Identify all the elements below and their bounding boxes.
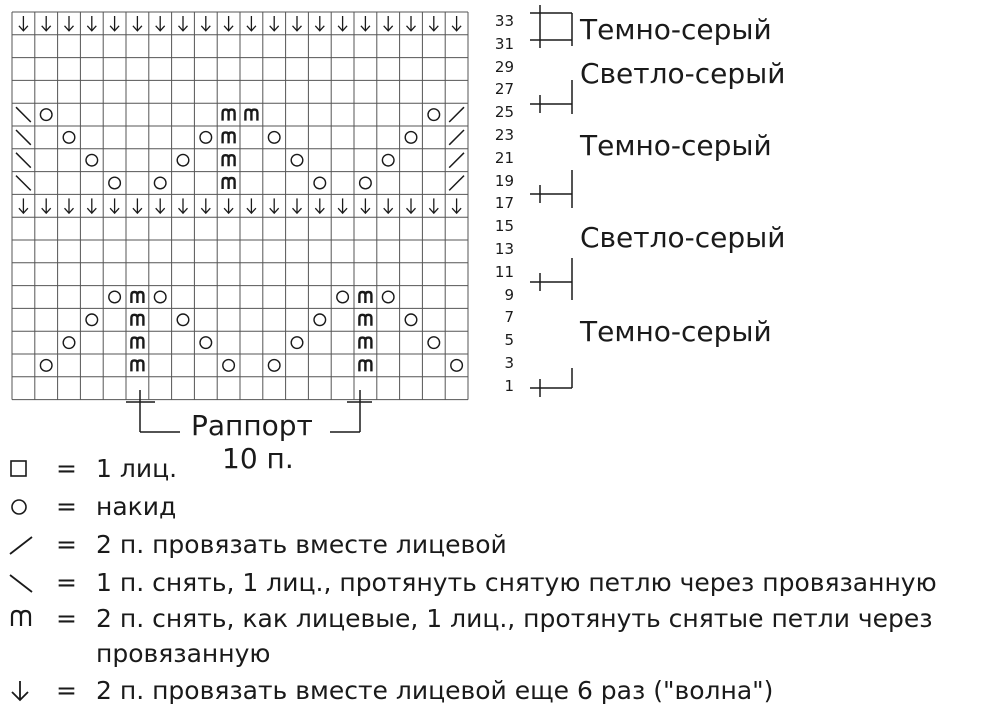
yarn-over-symbol (428, 109, 440, 121)
wave-decrease-symbol (407, 16, 416, 31)
yarn-over-symbol (268, 132, 280, 144)
rapport-count: 10 п. (222, 442, 294, 475)
k2tog-symbol (449, 130, 464, 145)
row-number: 5 (504, 331, 514, 350)
yarn-over-symbol (291, 337, 303, 349)
row-number: 17 (494, 194, 514, 213)
yarn-over-symbol (405, 132, 417, 144)
yarn-over-symbol (200, 132, 212, 144)
yarn-over-symbol (314, 177, 326, 189)
yarn-over-symbol (63, 337, 75, 349)
wave-decrease-symbol (270, 16, 279, 31)
yarn-over-symbol (109, 177, 121, 189)
wave-decrease-symbol (201, 16, 210, 31)
double-decrease-symbol (359, 315, 371, 326)
double-decrease-symbol (359, 292, 371, 303)
wave-decrease-symbol (247, 198, 256, 213)
k2tog-symbol (449, 176, 464, 191)
square-icon (8, 452, 36, 486)
wave-decrease-symbol (65, 198, 74, 213)
wave-decrease-symbol (156, 198, 165, 213)
bracket-marker-17 (530, 170, 572, 208)
wave-decrease-symbol (133, 198, 142, 213)
color-label-light-1: Светло-серый (580, 57, 786, 90)
wave-decrease-symbol (293, 16, 302, 31)
row-number: 31 (494, 34, 514, 53)
wave-decrease-symbol (133, 16, 142, 31)
slash-left-icon (8, 566, 36, 600)
yarn-over-symbol (86, 154, 98, 166)
color-label-dark-3: Темно-серый (580, 315, 772, 348)
wave-decrease-symbol (384, 198, 393, 213)
double-decrease-symbol (223, 132, 235, 143)
legend-equals: = (56, 568, 77, 597)
wave-decrease-symbol (407, 198, 416, 213)
row-number: 23 (494, 126, 514, 144)
row-number: 1 (504, 376, 514, 395)
arrow-down-icon (8, 674, 36, 708)
yarn-over-symbol (86, 314, 98, 326)
circle-icon (8, 490, 36, 524)
legend-text-double-decrease: 2 п. снять, как лицевые, 1 лиц., протянуть снятые петли через (96, 604, 933, 633)
yarn-over-symbol (154, 291, 166, 303)
wave-decrease-symbol (361, 16, 370, 31)
wave-decrease-symbol (87, 16, 96, 31)
wave-decrease-symbol (384, 16, 393, 31)
wave-decrease-symbol (270, 198, 279, 213)
double-decrease-symbol (359, 360, 371, 371)
rapport-bracket-right (330, 390, 372, 432)
row-number: 27 (494, 80, 514, 99)
yarn-over-symbol (428, 337, 440, 349)
wave-decrease-symbol (156, 16, 165, 31)
rapport-label: Раппорт (191, 409, 313, 442)
legend-equals: = (56, 492, 77, 521)
double-decrease-symbol (223, 110, 235, 121)
wave-decrease-symbol (315, 198, 324, 213)
double-decrease-symbol (359, 338, 371, 349)
yarn-over-symbol (154, 177, 166, 189)
double-decrease-symbol (131, 292, 143, 303)
bracket-marker-25 (530, 80, 572, 114)
yarn-over-symbol (63, 132, 75, 144)
row-number: 19 (494, 171, 514, 190)
yarn-over-symbol (337, 291, 349, 303)
row-number: 7 (504, 308, 514, 327)
legend-equals: = (56, 604, 77, 633)
legend-text-double-decrease-cont: провязанную (96, 639, 271, 668)
legend-equals: = (56, 454, 77, 483)
wave-decrease-symbol (179, 16, 188, 31)
yarn-over-symbol (268, 360, 280, 372)
row-number: 15 (494, 217, 514, 236)
wave-decrease-symbol (110, 16, 119, 31)
k2tog-symbol (449, 153, 464, 168)
yarn-over-symbol (40, 109, 52, 121)
yarn-over-symbol (177, 314, 189, 326)
yarn-over-symbol (109, 291, 121, 303)
wave-decrease-symbol (293, 198, 302, 213)
bracket-marker-9 (530, 258, 572, 300)
row-number: 29 (494, 57, 514, 76)
wave-decrease-symbol (247, 16, 256, 31)
row-number: 33 (494, 12, 514, 30)
double-decrease-symbol (131, 338, 143, 349)
wave-decrease-symbol (42, 16, 51, 31)
yarn-over-symbol (177, 154, 189, 166)
wave-decrease-symbol (42, 198, 51, 213)
yarn-over-symbol (40, 360, 52, 372)
double-decrease-symbol (131, 315, 143, 326)
legend-text-skpo: 1 п. снять, 1 лиц., протянуть снятую петлю через провязанную (96, 568, 937, 597)
ssk-symbol (16, 153, 31, 168)
wave-decrease-symbol (452, 16, 461, 31)
wave-decrease-symbol (110, 198, 119, 213)
ssk-symbol (16, 130, 31, 145)
yarn-over-symbol (405, 314, 417, 326)
yarn-over-symbol (291, 154, 303, 166)
wave-decrease-symbol (19, 198, 28, 213)
yarn-over-symbol (451, 360, 463, 372)
bracket-marker-top (530, 5, 572, 48)
wave-decrease-symbol (429, 16, 438, 31)
legend-text-yarn-over: накид (96, 492, 177, 521)
color-bracket-markers (530, 5, 572, 397)
wave-decrease-symbol (65, 16, 74, 31)
double-decrease-symbol (223, 178, 235, 189)
legend-equals: = (56, 530, 77, 559)
wave-decrease-symbol (19, 16, 28, 31)
double-decrease-symbol (131, 360, 143, 371)
wave-decrease-symbol (315, 16, 324, 31)
wave-decrease-symbol (338, 198, 347, 213)
legend-equals: = (56, 676, 77, 705)
row-number: 21 (494, 148, 514, 167)
ssk-symbol (16, 107, 31, 122)
yarn-over-symbol (223, 360, 235, 372)
wave-decrease-symbol (338, 16, 347, 31)
yarn-over-symbol (360, 177, 372, 189)
double-decrease-symbol (245, 110, 257, 121)
wave-decrease-symbol (179, 198, 188, 213)
row-number: 11 (494, 262, 514, 281)
wave-decrease-symbol (224, 16, 233, 31)
chart-grid (12, 12, 468, 400)
color-label-dark-2: Темно-серый (580, 129, 772, 162)
wave-decrease-symbol (361, 198, 370, 213)
legend-text-knit: 1 лиц. (96, 454, 178, 483)
wave-decrease-symbol (224, 198, 233, 213)
wave-decrease-symbol (87, 198, 96, 213)
yarn-over-symbol (382, 291, 394, 303)
row-number: 3 (504, 354, 514, 372)
k2tog-symbol (449, 107, 464, 122)
yarn-over-symbol (200, 337, 212, 349)
bracket-marker-1 (530, 368, 572, 397)
legend-text-k2tog: 2 п. провязать вместе лицевой (96, 530, 507, 559)
yarn-over-symbol (314, 314, 326, 326)
color-label-light-2: Светло-серый (580, 221, 786, 254)
row-number: 25 (494, 103, 514, 122)
slash-right-icon (8, 528, 36, 562)
ssk-symbol (16, 176, 31, 191)
yarn-over-symbol (382, 154, 394, 166)
triple-decrease-icon (8, 602, 36, 636)
legend-text-wave: 2 п. провязать вместе лицевой еще 6 раз ("волна") (96, 676, 774, 705)
row-number: 13 (494, 240, 514, 258)
wave-decrease-symbol (452, 198, 461, 213)
wave-decrease-symbol (429, 198, 438, 213)
color-label-dark-1: Темно-серый (580, 13, 772, 46)
row-number: 9 (504, 285, 514, 304)
wave-decrease-symbol (201, 198, 210, 213)
double-decrease-symbol (223, 155, 235, 166)
